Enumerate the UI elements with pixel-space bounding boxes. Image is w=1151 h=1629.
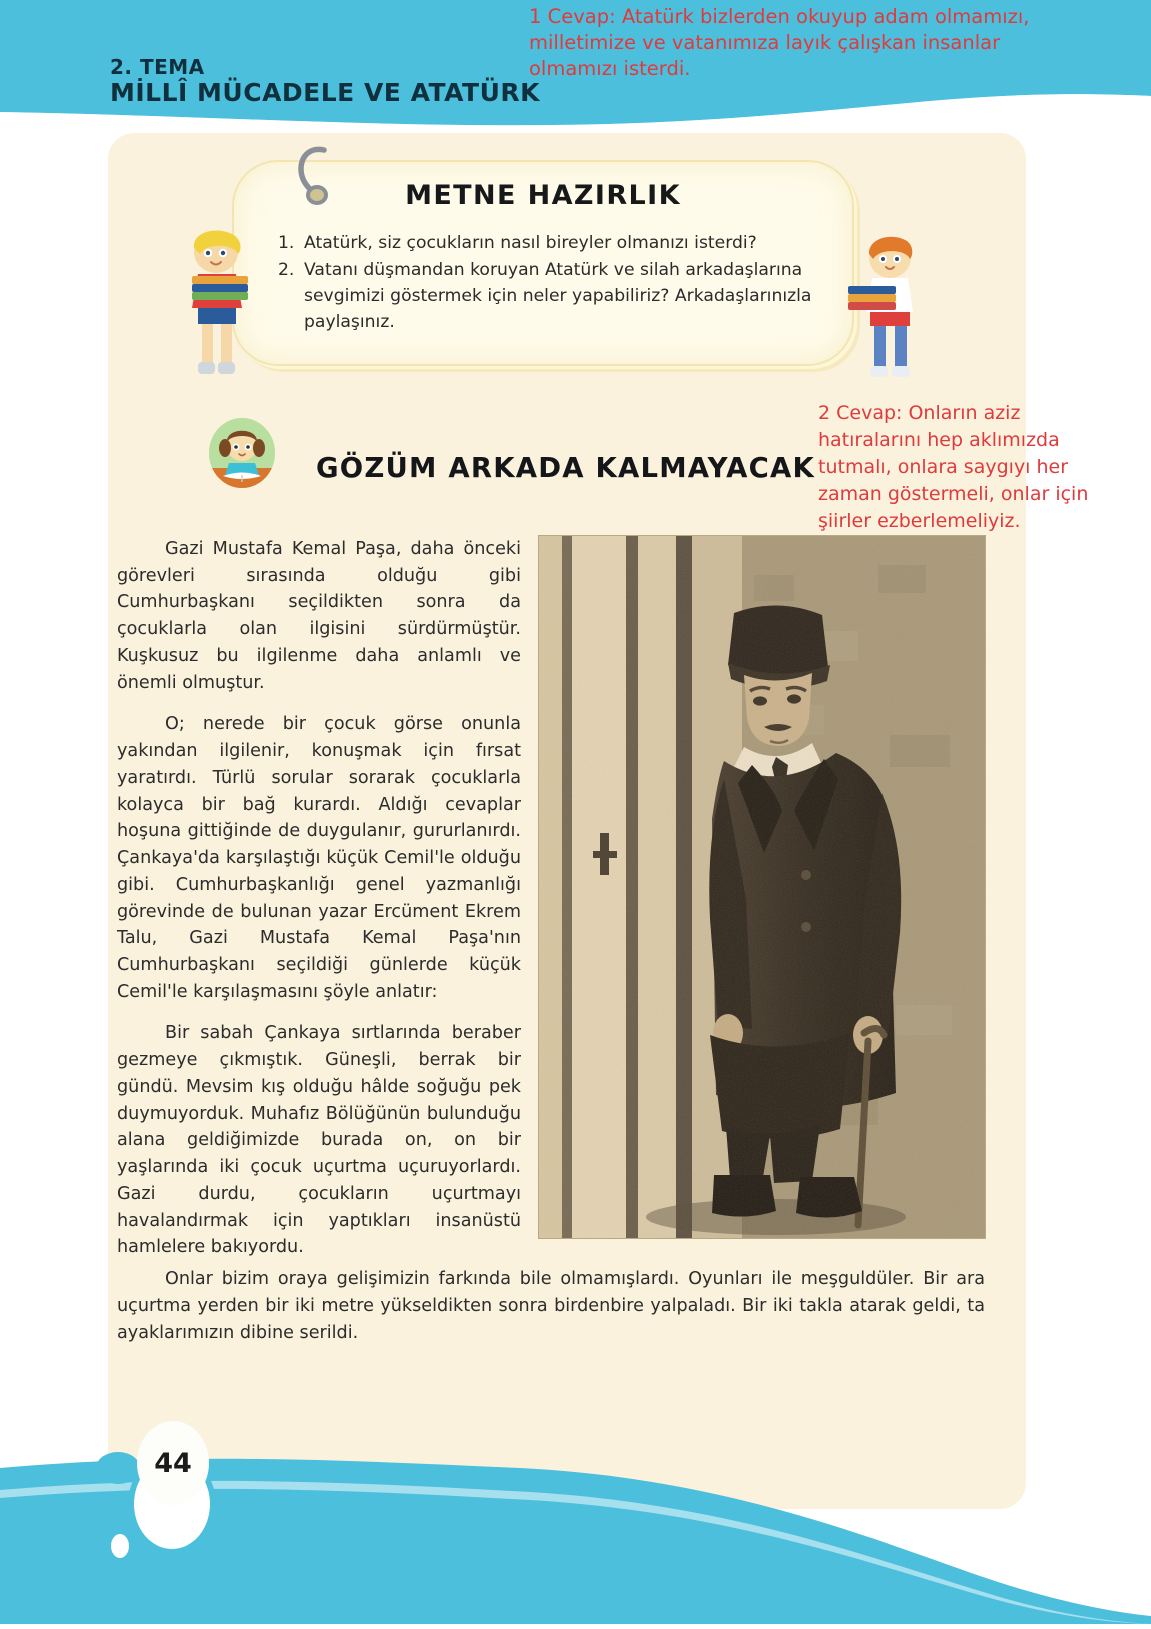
reading-final-paragraph-block — [117, 1266, 985, 1347]
spiral-ring-icon — [290, 142, 342, 206]
theme-title: MİLLÎ MÜCADELE VE ATATÜRK — [110, 78, 540, 108]
reading-final-paragraph: Onlar bizim oraya gelişimizin farkında bile olmamışlardı. Oyunları ile meşguldüler. Bir ara uçurtma yerden bir iki metre yükseldikten sonra birdenbire yalpaladı. Bir iki takla atarak geldi, ta ayaklarımızın dibine serildi. — [117, 1269, 985, 1344]
prep-box-title: METNE HAZIRLIK — [405, 180, 681, 211]
prep-question-2-text: Vatanı düşmandan koruyan Atatürk ve silah arkadaşlarına sevgimizi göstermek için neler yapabiliriz? Arkadaşlarınızla paylaşınız. — [304, 260, 812, 333]
reading-paragraph-1: Gazi Mustafa Kemal Paşa, daha önceki görevleri sırasında olduğu gibi Cumhurbaşkanı seçildikten sonra da çocuklarla olan ilgisini sürdürmüştür. Kuşkusuz bu ilgilenme daha anlamlı ve önemli olmuştur. — [117, 539, 521, 693]
theme-number: 2. TEMA — [110, 55, 205, 79]
reading-title: GÖZÜM ARKADA KALMAYACAK — [316, 452, 815, 484]
girl-with-books-illustration — [168, 228, 280, 394]
annotation-answer-2: 2 Cevap: Onların aziz hatıralarını hep aklımızda tutmalı, onlara saygıyı her zaman göstermeli, onlar için şiirler ezberlemeliyiz. — [818, 402, 1089, 532]
reading-avatar — [209, 418, 275, 488]
preparation-box — [232, 160, 866, 376]
annotation-answer-1: 1 Cevap: Atatürk bizlerden okuyup adam olmamızı, milletimize ve vatanımıza layık çalışkan insanlar olmamızı isterdi. — [529, 5, 1030, 80]
reading-paragraph-2: O; nerede bir çocuk görse onunla yakından ilgilenir, konuşmak için fırsat yaratırdı. Türlü sorular sorarak çocuklarla kolayca bir bağ kurardı. Aldığı cevaplar hoşuna gittiğinde de duygulanır, gururlanırdı. Çankaya'da karşılaştığı küçük Cemil'le olduğu gibi. Cumhurbaşkanlığı genel yazmanlığı görevinde de bulunan yazar Ercüment Ekrem Talu, Gazi Mustafa Kemal Paşa'nın Cumhurbaşkanı seçildiği günlerde küçük Cemil'le karşılaşmasını şöyle anlatır: — [117, 714, 521, 1002]
prep-question-2-number: 2. — [278, 260, 295, 281]
reading-paragraph-3: Bir sabah Çankaya sırtlarında beraber gezmeye çıkmıştık. Güneşli, berrak bir gündü. Mevsim kış olduğu hâlde soğuğu pek duymuyorduk. Muhafız Bölüğünün bulunduğu alana geldiğimizde burada on, on bir yaşlarında iki çocuk uçurtma uçuruyorlardı. Gazi durdu, çocukların uçurtmayı havalandırmak için yaptıkları insanüstü hamlelere bakıyordu. — [117, 1023, 521, 1258]
theme-heading — [110, 56, 540, 107]
prep-question-1-number: 1. — [278, 233, 295, 253]
reading-body-column — [117, 536, 521, 1276]
prep-question-list — [278, 230, 826, 337]
prep-question-1 — [278, 230, 826, 256]
ataturk-photograph — [538, 535, 986, 1239]
prep-question-2 — [278, 257, 826, 335]
page-number: 44 — [154, 1447, 192, 1479]
prep-question-1-text: Atatürk, siz çocukların nasıl bireyler olmanızı isterdi? — [304, 233, 757, 253]
boy-with-books-illustration — [840, 232, 940, 392]
page-number-badge — [137, 1421, 209, 1505]
